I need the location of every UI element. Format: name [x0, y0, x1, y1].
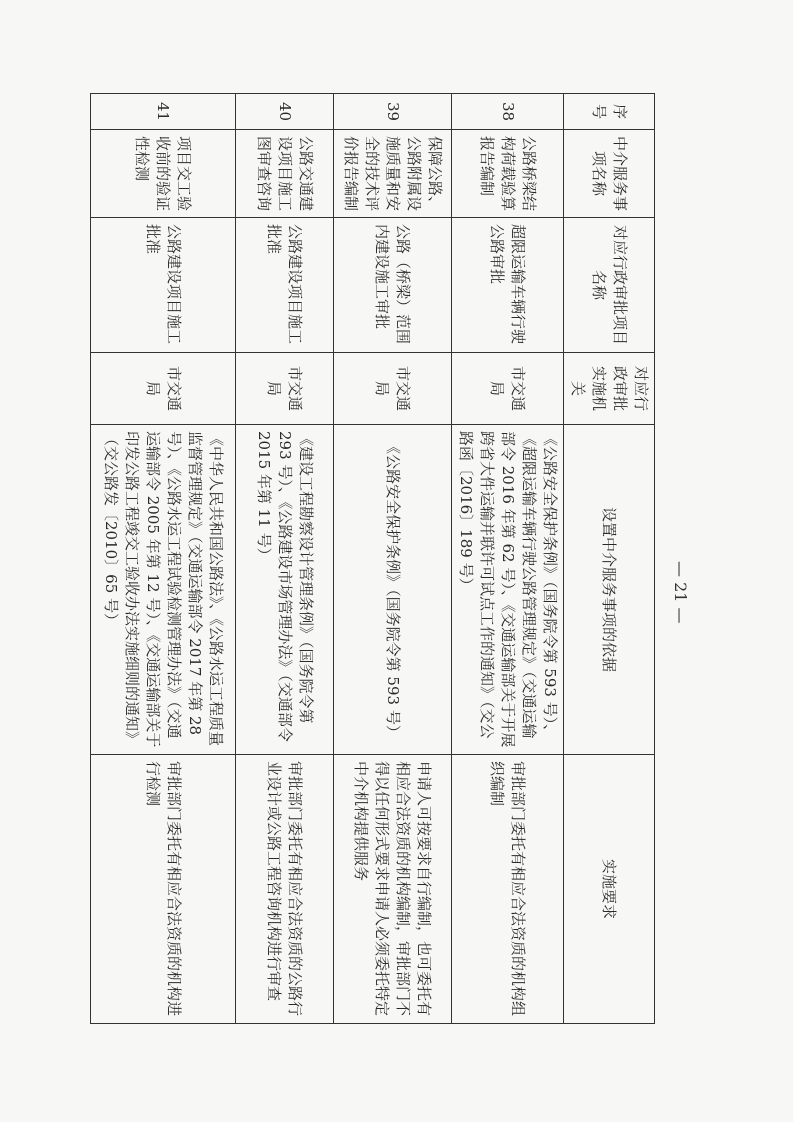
header-no: 序号	[564, 94, 655, 130]
row-approval-item: 公路（桥梁）范围内建设施工审批	[334, 218, 452, 353]
header-basis: 设置中介服务事项的依据	[564, 425, 655, 755]
row-requirements: 审批部门委托有相应合法资质的机构组织编制	[452, 755, 564, 1024]
row-service-name: 项目交工验收前的验证性检测	[91, 130, 236, 218]
row-requirements: 审批部门委托有相应合法资质的机构进行检测	[91, 755, 236, 1024]
intermediary-services-table	[90, 93, 655, 1024]
row-basis: 《公路安全保护条例》（国务院令第 593 号）	[334, 425, 452, 755]
row-basis: 《公路安全保护条例》（国务院令第 593 号）、《超限运输车辆行驶公路管理规定》（交通运输部令 2016 年第 62 号）、《交通运输部关于开展跨省大件运输并联许可试点工作的通知》（交公路函〔2016〕189 号）	[452, 425, 564, 755]
row-approval-dept: 市交通局	[334, 353, 452, 425]
header-requirements: 实施要求	[564, 755, 655, 1024]
header-service-name: 中介服务事项名称	[564, 130, 655, 218]
row-requirements: 申请人可按要求自行编制，也可委托有相应合法资质的机构编制，审批部门不得以任何形式要求申请人必须委托特定中介机构提供服务	[334, 755, 452, 1024]
page-number: — 21 —	[671, 561, 690, 624]
row-approval-dept: 市交通局	[91, 353, 236, 425]
row-service-name: 公路桥梁结构荷载验算报告编制	[452, 130, 564, 218]
row-approval-item: 超限运输车辆行驶公路审批	[452, 218, 564, 353]
table-row	[334, 94, 452, 1024]
row-basis: 《建设工程勘察设计管理条例》（国务院令第 293 号）、《公路建设市场管理办法》（交通部令 2015 年第 11 号）	[236, 425, 334, 755]
row-approval-item: 公路建设项目施工批准	[236, 218, 334, 353]
header-approval-item: 对应行政审批项目名称	[564, 218, 655, 353]
table-row	[236, 94, 334, 1024]
row-approval-dept: 市交通局	[452, 353, 564, 425]
row-no: 38	[452, 94, 564, 130]
rotated-table-container	[102, 93, 655, 1023]
row-approval-item: 公路建设项目施工批准	[91, 218, 236, 353]
row-approval-dept: 市交通局	[236, 353, 334, 425]
row-service-name: 公路交通建设项目施工图审查咨询	[236, 130, 334, 218]
row-no: 41	[91, 94, 236, 130]
row-service-name: 保障公路、公路附属设施质量和安全的技术评价报告编制	[334, 130, 452, 218]
table-header-row	[564, 94, 655, 1024]
row-no: 39	[334, 94, 452, 130]
table-row	[452, 94, 564, 1024]
row-requirements: 审批部门委托有相应合法资质的公路行业设计或公路工程咨询机构进行审查	[236, 755, 334, 1024]
row-no: 40	[236, 94, 334, 130]
table-row	[91, 94, 236, 1024]
header-approval-dept: 对应行政审批实施机关	[564, 353, 655, 425]
row-basis: 《中华人民共和国公路法》、《公路水运工程质量监督管理规定》（交通运输部令 2017 年第 28 号）、《公路水运工程试验检测管理办法》（交通运输部令 2005 年第 12 号）、《交通运输部关于印发公路工程竣交工验收办法实施细则的通知》（交公路发〔2010〕65 号）	[91, 425, 236, 755]
